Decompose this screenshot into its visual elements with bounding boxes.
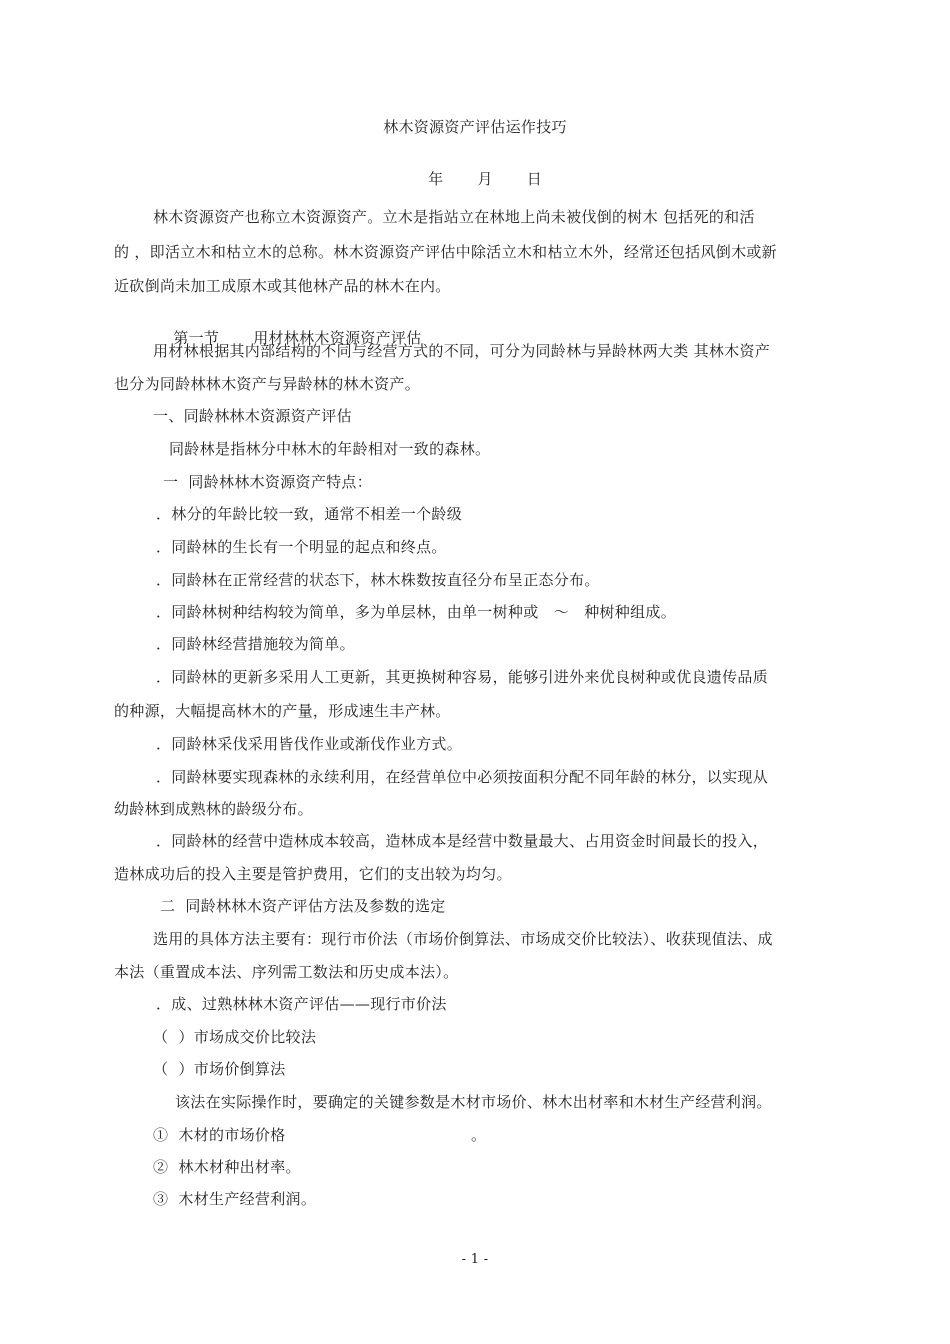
paragraph-line: 用材林根据其内部结构的不同与经营方式的不同，可分为同龄林与异龄林两大类 其林木资产: [153, 342, 771, 360]
page-number: - 1 -: [461, 1252, 489, 1267]
list-item: ．同龄林采伐采用皆伐作业或渐伐作业方式。: [156, 735, 463, 753]
date-year: 年: [428, 170, 444, 188]
date-month: 月: [477, 170, 493, 188]
list-item: ．同龄林要实现森林的永续利用，在经营单位中必须按面积分配不同年龄的林分，以实现从: [156, 768, 769, 786]
paragraph-line: 也分为同龄林林木资产与异龄林的林木资产。: [114, 375, 421, 393]
date-day: 日: [526, 170, 543, 188]
intro-line-2: 的 ，即活立木和枯立木的总称。林木资源资产评估中除活立木和枯立木外，经常还包括风倒木或新: [114, 243, 777, 261]
list-item: ．同龄林在正常经营的状态下，林木株数按直径分布呈正态分布。: [156, 571, 600, 589]
paragraph-line: 本法（重置成本法、序列需工数法和历史成本法）。: [114, 963, 459, 981]
list-item: ．同龄林的更新多采用人工更新，其更换树种容易，能够引进外来优良树种或优良遗传品质: [156, 668, 769, 686]
parameter-item: ② 林木材种出材率。: [153, 1158, 301, 1176]
list-item: ．同龄林经营措施较为简单。: [156, 635, 355, 653]
list-item: ．同龄林的经营中造林成本较高，造林成本是经营中数量最大、占用资金时间最长的投入，: [156, 832, 769, 850]
parameter-period: 。: [471, 1126, 487, 1144]
definition-text: 同龄林是指林分中林木的年龄相对一致的森林。: [169, 440, 491, 458]
list-item-cont: 的种源，大幅提高林木的产量，形成速生丰产林。: [114, 702, 451, 720]
list-item-cont: 幼龄林到成熟林的龄级分布。: [114, 800, 313, 818]
subheading: 一 同龄林林木资源资产特点：: [163, 473, 373, 491]
section-number: 第一节: [173, 329, 220, 347]
intro-line-1: 林木资源资产也称立木资源资产。立木是指站立在林地上尚未被伐倒的树木 包括死的和活: [153, 208, 755, 226]
intro-line-3: 近砍倒尚未加工成原木或其他林产品的林木在内。: [114, 277, 451, 295]
subheading: 二 同龄林林木资产评估方法及参数的选定: [160, 897, 446, 915]
paragraph-line: 该法在实际操作时，要确定的关键参数是木材市场价、林木出材率和木材生产经营利润。: [175, 1093, 772, 1111]
method-item: （ ）市场成交价比较法: [153, 1028, 317, 1046]
list-item: ．同龄林树种结构较为简单，多为单层林，由单一树种或 ～ 种树种组成。: [156, 603, 677, 621]
date-line: [0, 149, 950, 209]
subheading: 一、同龄林林木资源资产评估: [153, 407, 352, 425]
document-title: 林木资源资产评估运作技巧: [383, 118, 567, 136]
method-heading: ．成、过熟林林木资产评估——现行市价法: [156, 995, 447, 1013]
method-item: （ ）市场价倒算法: [153, 1060, 286, 1078]
paragraph-line: 选用的具体方法主要有：现行市价法（市场价倒算法、市场成交价比较法）、收获现值法、成: [153, 930, 773, 948]
list-item-cont: 造林成功后的投入主要是管护费用，它们的支出较为均匀。: [114, 865, 512, 883]
list-item: ．林分的年龄比较一致，通常不相差一个龄级: [156, 505, 463, 523]
section-title: 用材林林木资源资产评估: [253, 329, 422, 347]
list-item: ．同龄林的生长有一个明显的起点和终点。: [156, 538, 447, 556]
parameter-item: ① 木材的市场价格: [153, 1126, 286, 1144]
parameter-item: ③ 木材生产经营利润。: [153, 1190, 317, 1208]
